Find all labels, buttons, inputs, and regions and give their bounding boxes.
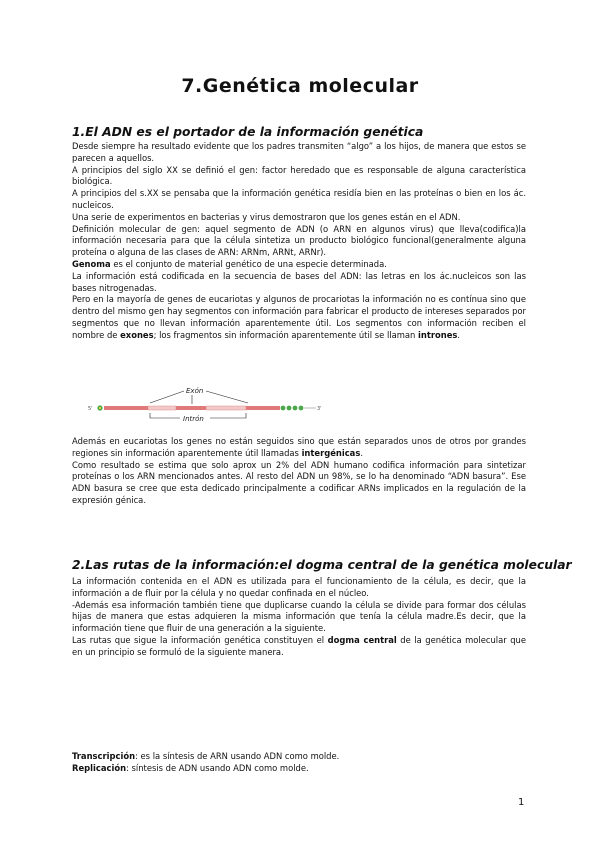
bold-term: intrones — [418, 329, 458, 340]
gene-structure-figure — [88, 385, 328, 433]
intron-label: Intrón — [183, 415, 204, 423]
paragraph: Definición molecular de gen: aquel segmento de ADN (o ARN en algunos virus) que lleva(codifica)la información necesaria para que la célula sintetiza un producto biológico funcional(generalmente alguna proteína o alguna de las clases de ARN: ARNm, ARNt, ARNr). — [72, 223, 526, 258]
section1-body-continued — [72, 436, 526, 507]
five-prime-label: 5' — [88, 406, 93, 412]
section1-body — [72, 141, 526, 342]
bold-term: intergénicas — [301, 447, 361, 458]
paragraph: La información está codificada en la secuencia de bases del ADN: las letras en los ác.nucleicos son las bases nitrogenadas. — [72, 270, 526, 293]
bold-term: Transcripción — [72, 751, 136, 761]
bold-term: exones — [120, 329, 154, 340]
bold-term: Genoma — [72, 258, 111, 269]
paragraph: A principios del s.XX se pensaba que la información genética residía bien en las proteínas o bien en los ác. nucleicos. — [72, 188, 526, 210]
paragraph — [72, 259, 526, 271]
intron-bracket — [150, 413, 180, 418]
definition-transcription — [72, 751, 526, 763]
exon-segment — [104, 406, 148, 410]
intron-segment — [148, 406, 176, 410]
section2-body — [72, 576, 526, 659]
text: Las rutas que sigue la información genética constituyen el — [72, 634, 328, 645]
text: Además en eucariotas los genes no están seguidos sino que están separados unos de otros por grandes regiones sin información aparentemente útil llamadas — [72, 436, 526, 458]
bold-term: dogma central — [327, 634, 397, 645]
terminator-marker — [299, 406, 304, 411]
text: . — [360, 447, 363, 458]
exon-pointer-left — [150, 391, 184, 403]
terminator-marker — [287, 406, 292, 411]
paragraph — [72, 294, 526, 341]
paragraph: Como resultado se estima que solo aprox un 2% del ADN humano codifica información para sintetizar proteínas o los ARN mencionados antes. Al resto del ADN un 98%, se lo ha denominado “ADN basura”. Ese ADN basura se cree que esta dedicado principalmente a codificar ARNs implicados en la regulación de la expresión génica. — [72, 459, 526, 505]
intron-segment — [206, 406, 246, 410]
text: . — [457, 329, 461, 340]
page-number: 1 — [518, 797, 525, 808]
exon-pointer-right — [206, 391, 248, 403]
section2-heading: 2.Las rutas de la información:el dogma central de la genética molecular — [72, 558, 572, 572]
paragraph — [72, 436, 526, 460]
exon-segment — [176, 406, 206, 410]
exon-segment — [246, 406, 280, 410]
definition-replication — [72, 763, 526, 775]
text: es el conjunto de material genético de una especie determinada. — [110, 258, 387, 269]
text: ; los fragmentos sin información aparentemente útil se llaman — [153, 329, 419, 340]
terminator-marker — [293, 406, 298, 411]
intron-bracket — [210, 413, 246, 418]
three-prime-label: 3' — [317, 406, 322, 412]
text: : es la síntesis de ARN usando ADN como molde. — [135, 751, 340, 761]
text: Pero en la mayoría de genes de eucariotas y algunos de procariotas la información no es contínua sino que dentro del mismo gen hay segmentos con información para fabricar el producto de intereses separados por segmentos que no llevan información aparentemente útil. Los segmentos con información reciben el nombre de — [72, 294, 526, 340]
page-title: 7.Genética molecular — [181, 75, 419, 97]
paragraph — [72, 635, 526, 659]
definitions — [72, 751, 526, 775]
paragraph: -Además esa información también tiene que duplicarse cuando la célula se divide para formar dos células hijas de manera que estas adquieren la misma información que tenía la célula madre.Es decir, que la información tiene que fluir de una generación a la siguiente. — [72, 599, 526, 634]
section1-heading: 1.El ADN es el portador de la información genética — [72, 125, 424, 139]
terminator-marker — [281, 406, 286, 411]
paragraph: La información contenida en el ADN es utilizada para el funcionamiento de la célula, es decir, que la información a de fluir por la célula y no quedar confinada en el núcleo. — [72, 576, 526, 598]
bold-term: Replicación — [72, 762, 127, 773]
paragraph: Desde siempre ha resultado evidente que los padres transmiten “algo” a los hijos, de manera que estos se parecen a aquellos. — [72, 141, 526, 163]
promoter-marker — [99, 407, 101, 409]
paragraph: Una serie de experimentos en bacterias y virus demostraron que los genes están en el ADN. — [72, 211, 461, 222]
paragraph: A principios del siglo XX se definió el gen: factor heredado que es responsable de alguna característica biológica. — [72, 164, 526, 187]
exon-label: Exón — [186, 387, 204, 395]
text: de la genética molecular que en un principio se formuló de la siguiente manera. — [72, 634, 526, 657]
text: : síntesis de ADN usando ADN como molde. — [126, 762, 309, 773]
